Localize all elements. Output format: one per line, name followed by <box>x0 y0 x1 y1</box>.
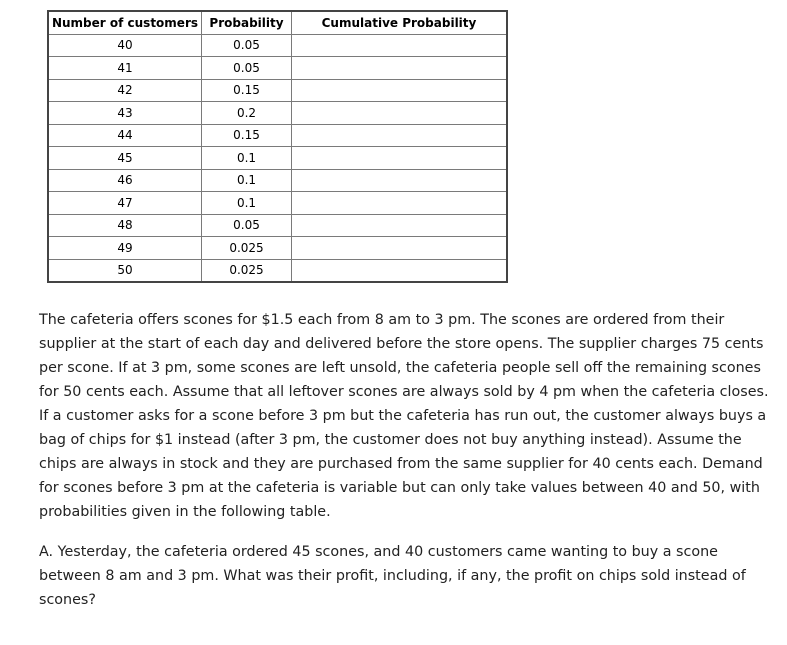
cell-probability: 0.1 <box>202 147 292 170</box>
cell-cumulative <box>292 147 508 170</box>
cell-probability: 0.15 <box>202 79 292 102</box>
table-row <box>48 259 507 282</box>
cell-cumulative <box>292 169 508 192</box>
problem-description <box>39 308 769 524</box>
table-row <box>48 192 507 215</box>
cell-customers: 47 <box>48 192 202 215</box>
header-number-of-customers: Number of customers <box>48 11 202 34</box>
cell-cumulative <box>292 34 508 57</box>
cell-cumulative <box>292 237 508 260</box>
cell-customers: 43 <box>48 102 202 125</box>
cell-cumulative <box>292 214 508 237</box>
cell-cumulative <box>292 124 508 147</box>
cell-probability: 0.1 <box>202 192 292 215</box>
table-row <box>48 237 507 260</box>
cell-probability: 0.05 <box>202 57 292 80</box>
cell-customers: 50 <box>48 259 202 282</box>
cell-probability: 0.1 <box>202 169 292 192</box>
question-a-text: A. Yesterday, the cafeteria ordered 45 scones, and 40 customers came wanting to buy a scone between 8 am and 3 pm. What was their profit, including, if any, the profit on chips sold instead of scones? <box>39 544 746 608</box>
probability-table <box>47 10 508 283</box>
table-row <box>48 57 507 80</box>
cell-customers: 49 <box>48 237 202 260</box>
header-probability: Probability <box>202 11 292 34</box>
cell-probability: 0.05 <box>202 214 292 237</box>
question-a <box>39 540 769 612</box>
cell-customers: 46 <box>48 169 202 192</box>
problem-paragraph: The cafeteria offers scones for $1.5 each from 8 am to 3 pm. The scones are ordered from their supplier at the start of each day and delivered before the store opens. The supplier charges 75 cents per scone. If at 3 pm, some scones are left unsold, the cafeteria people sell off the remaining scones for 50 cents each. Assume that all leftover scones are always sold by 4 pm when the cafeteria closes. If a customer asks for a scone before 3 pm but the cafeteria has run out, the customer always buys a bag of chips for $1 instead (after 3 pm, the customer does not buy anything instead). Assume the chips are always in stock and they are purchased from the same supplier for 40 cents each. Demand for scones before 3 pm at the cafeteria is variable but can only take values between 40 and 50, with probabilities given in the following table. <box>39 312 769 520</box>
cell-cumulative <box>292 192 508 215</box>
cell-customers: 48 <box>48 214 202 237</box>
cell-cumulative <box>292 102 508 125</box>
cell-cumulative <box>292 259 508 282</box>
table-row <box>48 79 507 102</box>
cell-cumulative <box>292 79 508 102</box>
cell-probability: 0.025 <box>202 259 292 282</box>
header-cumulative-probability: Cumulative Probability <box>292 11 508 34</box>
table-row <box>48 147 507 170</box>
cell-customers: 42 <box>48 79 202 102</box>
cell-customers: 45 <box>48 147 202 170</box>
table-row <box>48 34 507 57</box>
cell-customers: 40 <box>48 34 202 57</box>
table-row <box>48 124 507 147</box>
table-row <box>48 214 507 237</box>
cell-probability: 0.05 <box>202 34 292 57</box>
table-row <box>48 169 507 192</box>
table-header-row <box>48 11 507 34</box>
cell-probability: 0.2 <box>202 102 292 125</box>
cell-customers: 44 <box>48 124 202 147</box>
cell-probability: 0.15 <box>202 124 292 147</box>
cell-probability: 0.025 <box>202 237 292 260</box>
cell-customers: 41 <box>48 57 202 80</box>
cell-cumulative <box>292 57 508 80</box>
table-row <box>48 102 507 125</box>
